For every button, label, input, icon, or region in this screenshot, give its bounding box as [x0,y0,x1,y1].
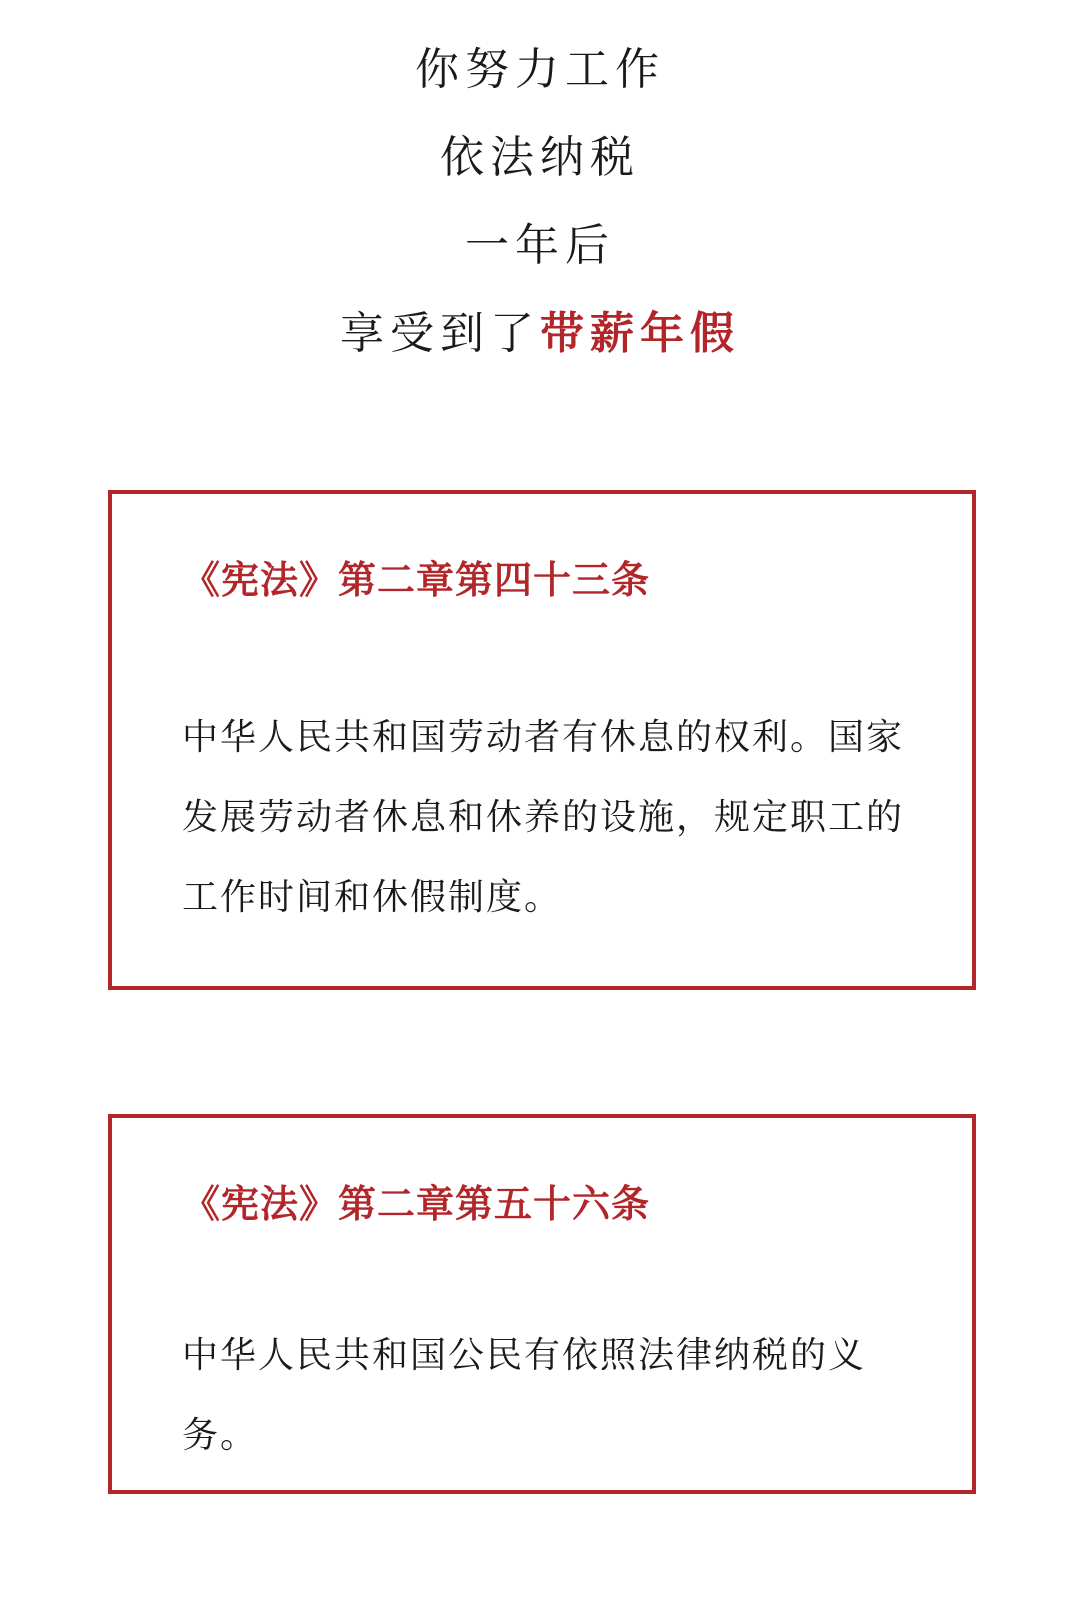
intro-line-3: 一年后 [465,220,615,271]
intro-line-4-prefix: 享受到了 [340,308,540,359]
article-title: 《宪法》第二章第五十六条 [182,1182,651,1226]
article-body: 中华人民共和国劳动者有休息的权利。国家发展劳动者休息和休养的设施，规定职工的工作时间和休假制度。 [182,717,905,918]
intro-line-2: 依法纳税 [440,132,640,183]
paid-leave-highlight: 带薪年假 [540,308,740,359]
article-title: 《宪法》第二章第四十三条 [182,558,651,602]
article-box-56 [108,1114,976,1494]
intro-line-1: 你努力工作 [415,44,665,95]
article-box-43 [108,490,976,990]
intro-line-4 [0,304,1080,364]
article-body: 中华人民共和国公民有依照法律纳税的义务。 [182,1335,867,1456]
